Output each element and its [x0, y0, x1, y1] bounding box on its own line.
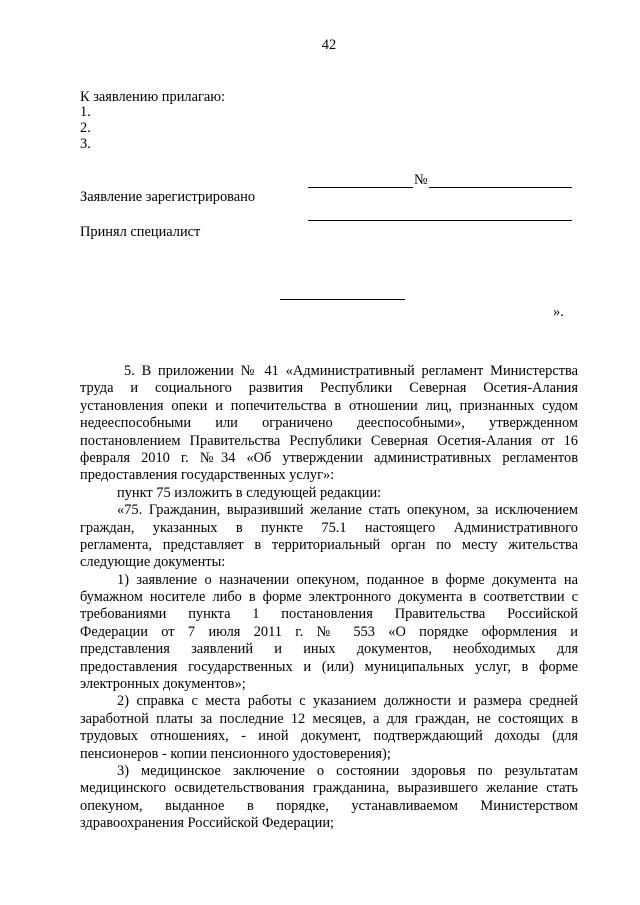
paragraph-line: бумажном носителе либо в форме электронного документа в соответствии с	[80, 589, 578, 606]
body-paragraph-item-3	[80, 763, 578, 833]
paragraph-line: установления опеки и попечительства в отношении лиц, признанных судом	[80, 397, 578, 414]
paragraph-line: Федерации от 7 июля 2011 г. № 553 «О порядке оформления и	[80, 623, 578, 640]
paragraph-line: «75. Гражданин, выразивший желание стать опекуном, за исключением	[117, 502, 578, 519]
body-paragraph-item-1	[80, 572, 578, 694]
body-paragraph-clause-75	[80, 502, 578, 572]
paragraph-line: опекуном, выданное в порядке, устанавливаемом Министерством	[80, 797, 578, 814]
signature-blank-line	[280, 299, 405, 300]
attachment-item: 1.	[80, 104, 91, 120]
paragraph-line: заработной платы за последние 12 месяцев, а для граждан, не состоящих в	[80, 710, 578, 727]
paragraph-line: 1) заявление о назначении опекуном, поданное в форме документа на	[117, 571, 578, 588]
paragraph-line: предоставления государственных и (или) муниципальных услуг, в форме	[80, 658, 578, 675]
body-paragraph-instruction	[80, 485, 578, 502]
attachments-heading: К заявлению прилагаю:	[80, 89, 226, 105]
blank-line	[429, 172, 572, 188]
paragraph-line: недееспособными или ограничено дееспособными», утвержденном	[80, 415, 578, 432]
paragraph-line: пенсионеров - копии пенсионного удостоверения);	[80, 745, 391, 762]
specialist-blank-line	[308, 220, 572, 221]
paragraph-line: 2) справка с места работы с указанием должности и размера средней	[117, 693, 578, 710]
paragraph-line: граждан, указанных в пункте 75.1 настоящего Административного	[80, 519, 578, 536]
closing-quote: ».	[553, 304, 564, 320]
body-paragraph-item-2	[80, 693, 578, 763]
registration-number-field	[308, 172, 572, 188]
specialist-label: Принял специалист	[80, 224, 201, 240]
paragraph-line: предоставления государственных услуг»:	[80, 467, 335, 484]
attachment-item: 3.	[80, 136, 91, 152]
paragraph-line: требованиями пункта 1 постановления Правительства Российской	[80, 606, 578, 623]
paragraph-line: пункт 75 изложить в следующей редакции:	[117, 484, 382, 501]
number-sign: №	[414, 172, 428, 188]
paragraph-line: здравоохранения Российской Федерации;	[80, 815, 335, 832]
attachment-item: 2.	[80, 120, 91, 136]
registration-label: Заявление зарегистрировано	[80, 189, 256, 205]
paragraph-line: 3) медицинское заключение о состоянии здоровья по результатам	[117, 762, 578, 779]
paragraph-line: постановлением Правительства Республики Северная Осетия-Алания от 16	[80, 432, 578, 449]
paragraph-line: медицинского освидетельствования гражданина, выразившего желание стать	[80, 780, 578, 797]
paragraph-line: 5. В приложении № 41 «Административный регламент Министерства	[124, 363, 578, 379]
paragraph-line: электронных документов»;	[80, 676, 246, 693]
blank-line	[308, 172, 413, 188]
document-body	[80, 363, 578, 833]
paragraph-line: представления заявлений и иных документов, необходимых для	[80, 641, 578, 658]
body-paragraph-amendment	[80, 363, 578, 485]
paragraph-line: следующие документы:	[80, 554, 226, 571]
paragraph-line: трудовых отношениях, - иной документ, подтверждающий доходы (для	[80, 728, 578, 745]
paragraph-line: регламента, представляет в территориальный орган по месту жительства	[80, 536, 578, 553]
paragraph-line: труда и социального развития Республики Северная Осетия-Алания	[80, 380, 578, 397]
paragraph-line: февраля 2010 г. №34 «Об утверждении административных регламентов	[80, 449, 578, 466]
page-number: 42	[321, 37, 337, 53]
